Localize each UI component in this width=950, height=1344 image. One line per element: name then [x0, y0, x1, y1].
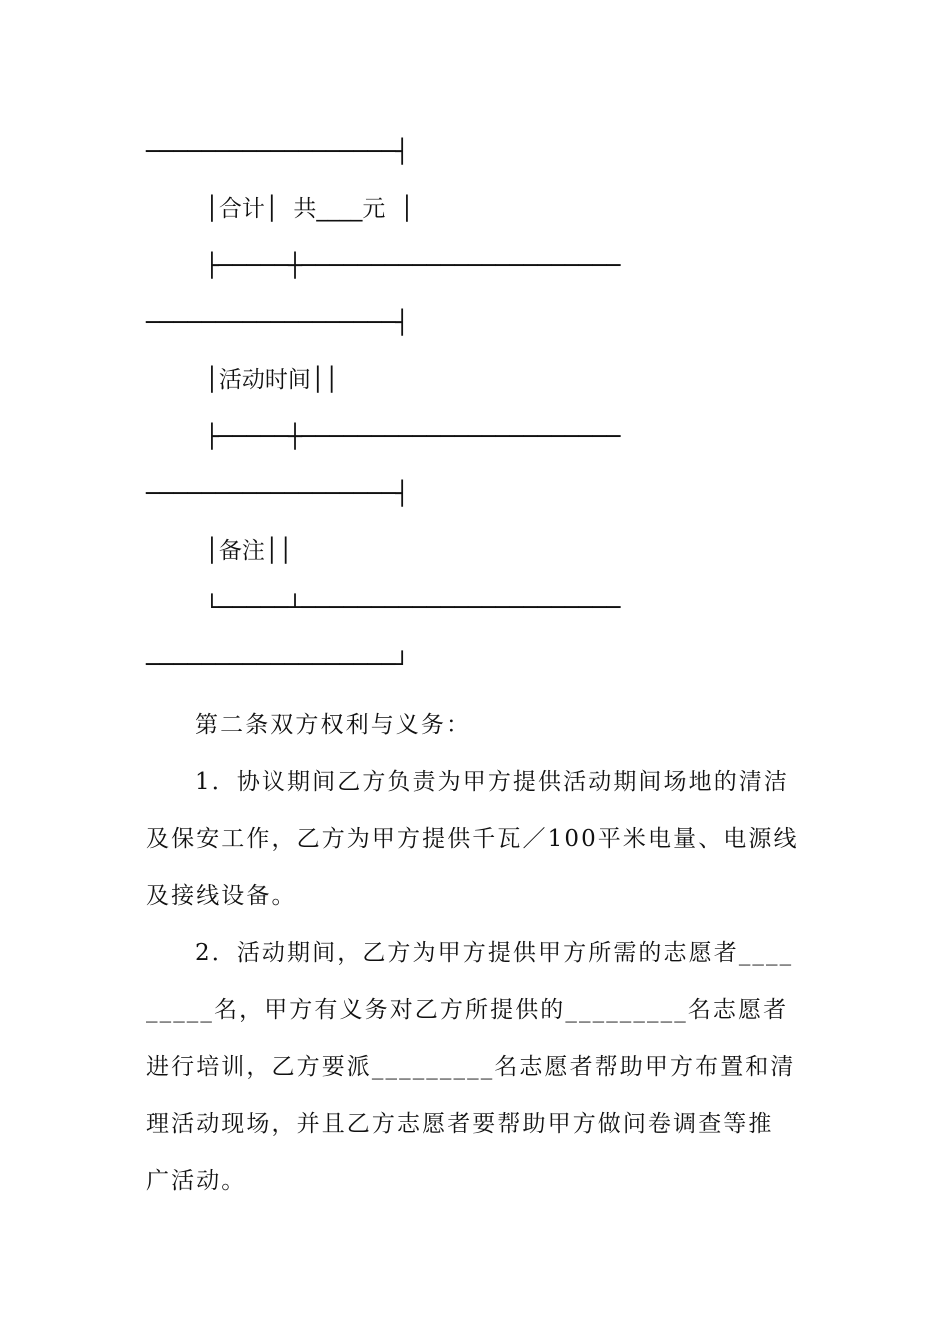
- table-row-remarks: │备注││: [205, 538, 293, 564]
- paragraph-1-line: 及保安工作，乙方为甲方提供千瓦／100平米电量、电源线: [146, 826, 799, 852]
- table-border-line: ──────────────────┤: [146, 481, 410, 507]
- paragraph-2-line: _____名，甲方有义务对乙方所提供的_________名志愿者: [146, 997, 789, 1023]
- table-border-line: ──────────────────┤: [146, 310, 410, 336]
- table-border-line: ──────────────────┤: [146, 139, 410, 165]
- paragraph-2-line: 理活动现场，并且乙方志愿者要帮助甲方做问卷调查等推: [146, 1111, 774, 1137]
- table-row-activity-time: │活动时间││: [205, 367, 339, 393]
- paragraph-1-line: 及接线设备。: [146, 883, 297, 909]
- article-heading: 第二条双方权利与义务：: [195, 712, 472, 738]
- paragraph-2-line: 广活动。: [146, 1168, 247, 1194]
- table-row-total: │合计│ 共____元 │: [205, 196, 414, 222]
- table-border-line: └─────┴───────────────────────: [205, 595, 621, 621]
- table-border-line: ├─────┼───────────────────────: [205, 253, 621, 279]
- paragraph-2-line: 2．活动期间，乙方为甲方提供甲方所需的志愿者____: [195, 940, 794, 966]
- table-border-line: ├─────┼───────────────────────: [205, 424, 621, 450]
- table-border-line: ──────────────────┘: [146, 652, 410, 678]
- paragraph-1-line: 1．协议期间乙方负责为甲方提供活动期间场地的清洁: [195, 769, 790, 795]
- paragraph-2-line: 进行培训，乙方要派_________名志愿者帮助甲方布置和清: [146, 1054, 796, 1080]
